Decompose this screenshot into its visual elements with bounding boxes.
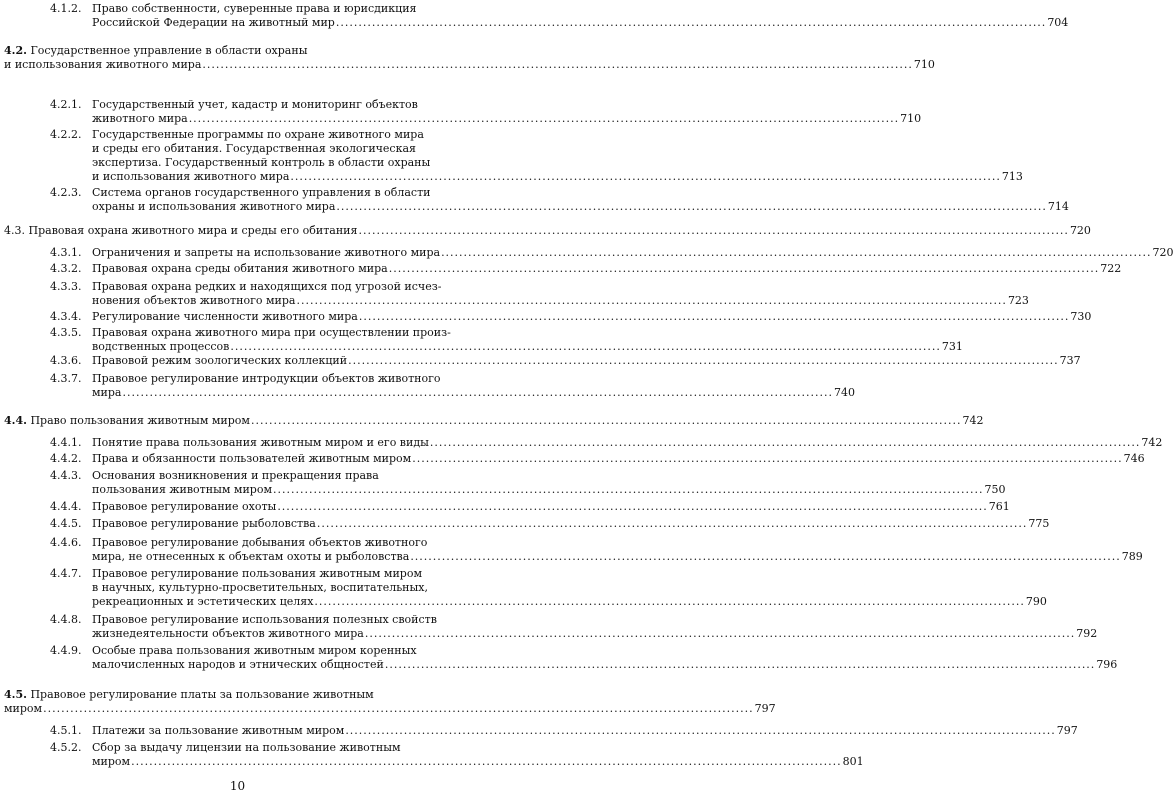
toc-title-line: мира, не отнесенных к объектам охоты и рыболовства bbox=[92, 550, 410, 563]
toc-page-number: 801 bbox=[842, 755, 864, 768]
toc-entry-4-4-7 bbox=[50, 567, 1047, 609]
toc-entry-4-3-2 bbox=[50, 262, 1122, 276]
toc-title-line: водственных процессов bbox=[92, 340, 230, 353]
toc-number: 4.3.6. bbox=[50, 354, 82, 367]
toc-title-line: Ограничения и запреты на использование животного мира bbox=[92, 246, 441, 259]
toc-title-line: Государственный учет, кадастр и мониторинг объектов bbox=[92, 98, 418, 111]
toc-page-number: 797 bbox=[754, 702, 776, 715]
toc-entry-4-3-5 bbox=[50, 326, 963, 354]
toc-number: 4.3.7. bbox=[50, 372, 82, 385]
toc-title-line: Государственные программы по охране животного мира bbox=[92, 128, 424, 141]
toc-number: 4.4.5. bbox=[50, 517, 82, 530]
toc-title-line: пользования животным миром bbox=[92, 483, 273, 496]
toc-number: 4.3.4. bbox=[50, 310, 82, 323]
toc-title-line: Понятие права пользования животным миром и его виды bbox=[92, 436, 429, 449]
toc-page-number: 714 bbox=[1047, 200, 1069, 213]
toc-number: 4.5. bbox=[4, 688, 27, 701]
toc-section-4-5 bbox=[4, 688, 776, 716]
toc-title-line: Правовая охрана среды обитания животного мира bbox=[92, 262, 388, 275]
toc-entry-4-3-4 bbox=[50, 310, 1092, 324]
toc-entry-4-5-1 bbox=[50, 724, 1078, 738]
toc-title-line: новения объектов животного мира bbox=[92, 294, 296, 307]
toc-entry-4-5-2 bbox=[50, 741, 864, 769]
toc-number: 4.3. bbox=[4, 224, 25, 237]
toc-entry-4-4-8 bbox=[50, 613, 1098, 641]
toc-number: 4.3.5. bbox=[50, 326, 82, 339]
toc-entry-4-4-1 bbox=[50, 436, 1163, 450]
toc-page-number: 720 bbox=[1152, 246, 1174, 259]
toc-page-number: 796 bbox=[1096, 658, 1118, 671]
toc-number: 4.2.2. bbox=[50, 128, 82, 141]
toc-title-line: Права и обязанности пользователей животным миром bbox=[92, 452, 412, 465]
toc-title-line: Особые права пользования животным миром коренных bbox=[92, 644, 417, 657]
toc-title-line: Сбор за выдачу лицензии на пользование животным bbox=[92, 741, 401, 754]
toc-number: 4.2.3. bbox=[50, 186, 82, 199]
toc-title-line: миром bbox=[4, 702, 43, 715]
toc-page-number: 730 bbox=[1070, 310, 1092, 323]
toc-title-line: миром bbox=[92, 755, 131, 768]
toc-entry-4-4-2 bbox=[50, 452, 1145, 466]
toc-number: 4.4.4. bbox=[50, 500, 82, 513]
toc-number: 4.4.8. bbox=[50, 613, 82, 626]
toc-title-line: в научных, культурно-просветительных, воспитательных, bbox=[92, 581, 428, 594]
toc-title-line: Система органов государственного управления в области bbox=[92, 186, 431, 199]
toc-page-number: 710 bbox=[913, 58, 935, 71]
toc-entry-4-3-6 bbox=[50, 354, 1081, 368]
toc-page-number: 737 bbox=[1059, 354, 1081, 367]
toc-page-number: 713 bbox=[1001, 170, 1023, 183]
toc-title-line: Правовая охрана животного мира и среды его обитания bbox=[28, 224, 358, 237]
toc-page-number: 750 bbox=[984, 483, 1006, 496]
toc-page-number: 704 bbox=[1047, 16, 1069, 29]
toc-number: 4.2.1. bbox=[50, 98, 82, 111]
toc-number: 4.5.1. bbox=[50, 724, 82, 737]
toc-entry-4-3-7 bbox=[50, 372, 855, 400]
toc-number: 4.5.2. bbox=[50, 741, 82, 754]
toc-number: 4.3.2. bbox=[50, 262, 82, 275]
toc-page-number: 789 bbox=[1121, 550, 1143, 563]
toc-number: 4.3.3. bbox=[50, 280, 82, 293]
toc-page-number: 710 bbox=[900, 112, 922, 125]
toc-title-line: и использования животного мира bbox=[4, 58, 202, 71]
toc-title-line: Правовое регулирование пользования животным миром bbox=[92, 567, 423, 580]
toc-section-4-3 bbox=[4, 224, 1091, 238]
toc-page-number: 792 bbox=[1076, 627, 1098, 640]
toc-entry-4-2-2 bbox=[50, 128, 1023, 184]
toc-entry-4-3-1 bbox=[50, 246, 1174, 260]
toc-title-line: Основания возникновения и прекращения права bbox=[92, 469, 379, 482]
toc-page-number: 797 bbox=[1056, 724, 1078, 737]
toc-title-line: экспертиза. Государственный контроль в области охраны bbox=[92, 156, 431, 169]
toc-number: 4.4.1. bbox=[50, 436, 82, 449]
toc-entry-4-4-6 bbox=[50, 536, 1143, 564]
toc-title-line: рекреационных и эстетических целях bbox=[92, 595, 314, 608]
toc-entry-4-2-3 bbox=[50, 186, 1069, 214]
toc-page-number: 731 bbox=[941, 340, 963, 353]
toc-entry-4-2-1 bbox=[50, 98, 922, 126]
toc-title-line: и среды его обитания. Государственная экологическая bbox=[92, 142, 416, 155]
toc-title-line: Правовое регулирование рыболовства bbox=[92, 517, 316, 530]
toc-entry-4-3-3 bbox=[50, 280, 1029, 308]
toc-title-line: Правовое регулирование интродукции объектов животного bbox=[92, 372, 441, 385]
toc-number: 4.4. bbox=[4, 414, 27, 427]
toc-number: 4.1.2. bbox=[50, 2, 82, 15]
toc-title-line: Государственное управление в области охраны bbox=[30, 44, 308, 57]
toc-page-number: 722 bbox=[1100, 262, 1122, 275]
toc-title-line: Право пользования животным миром bbox=[30, 414, 250, 427]
toc-title-line: животного мира bbox=[92, 112, 188, 125]
toc-title-line: охраны и использования животного мира bbox=[92, 200, 336, 213]
toc-entry-4-4-9 bbox=[50, 644, 1118, 672]
toc-title-line: Российской Федерации на животный мир bbox=[92, 16, 335, 29]
toc-entry-4-4-3 bbox=[50, 469, 1006, 497]
toc-number: 4.4.3. bbox=[50, 469, 82, 482]
toc-title-line: Правовое регулирование использования полезных свойств bbox=[92, 613, 437, 626]
toc-page-number: 746 bbox=[1123, 452, 1145, 465]
toc-page-number: 740 bbox=[833, 386, 855, 399]
toc-page-number: 790 bbox=[1025, 595, 1047, 608]
toc-title-line: Правовая охрана редких и находящихся под угрозой исчез- bbox=[92, 280, 442, 293]
toc-number: 4.4.9. bbox=[50, 644, 82, 657]
toc-page-number: 742 bbox=[962, 414, 984, 427]
toc-page-number: 723 bbox=[1007, 294, 1029, 307]
toc-number: 4.4.2. bbox=[50, 452, 82, 465]
toc-title-line: мира bbox=[92, 386, 122, 399]
page-number: 10 bbox=[229, 779, 246, 793]
toc-title-line: малочисленных народов и этнических общностей bbox=[92, 658, 384, 671]
toc-title-line: Платежи за пользование животным миром bbox=[92, 724, 345, 737]
toc-section-4-4 bbox=[4, 414, 984, 428]
toc-page-number: 742 bbox=[1141, 436, 1163, 449]
toc-section-4-2 bbox=[4, 44, 935, 72]
toc-title-line: Правовое регулирование добывания объектов животного bbox=[92, 536, 428, 549]
toc-title-line: Правовая охрана животного мира при осуществлении произ- bbox=[92, 326, 451, 339]
toc-title-line: Право собственности, суверенные права и юрисдикция bbox=[92, 2, 417, 15]
toc-title-line: Правовое регулирование охоты bbox=[92, 500, 277, 513]
toc-entry-4-4-4 bbox=[50, 500, 1010, 514]
toc-title-line: Правовой режим зоологических коллекций bbox=[92, 354, 348, 367]
toc-number: 4.3.1. bbox=[50, 246, 82, 259]
toc-page-number: 775 bbox=[1028, 517, 1050, 530]
toc-title-line: Регулирование численности животного мира bbox=[92, 310, 358, 323]
toc-number: 4.2. bbox=[4, 44, 27, 57]
toc-entry-4-1-2 bbox=[50, 2, 1069, 30]
toc-title-line: Правовое регулирование платы за пользование животным bbox=[30, 688, 374, 701]
toc-page-number: 720 bbox=[1069, 224, 1091, 237]
toc-page-number: 761 bbox=[988, 500, 1010, 513]
toc-entry-4-4-5 bbox=[50, 517, 1050, 531]
toc-title-line: жизнедеятельности объектов животного мира bbox=[92, 627, 364, 640]
toc-number: 4.4.7. bbox=[50, 567, 82, 580]
toc-title-line: и использования животного мира bbox=[92, 170, 290, 183]
toc-number: 4.4.6. bbox=[50, 536, 82, 549]
